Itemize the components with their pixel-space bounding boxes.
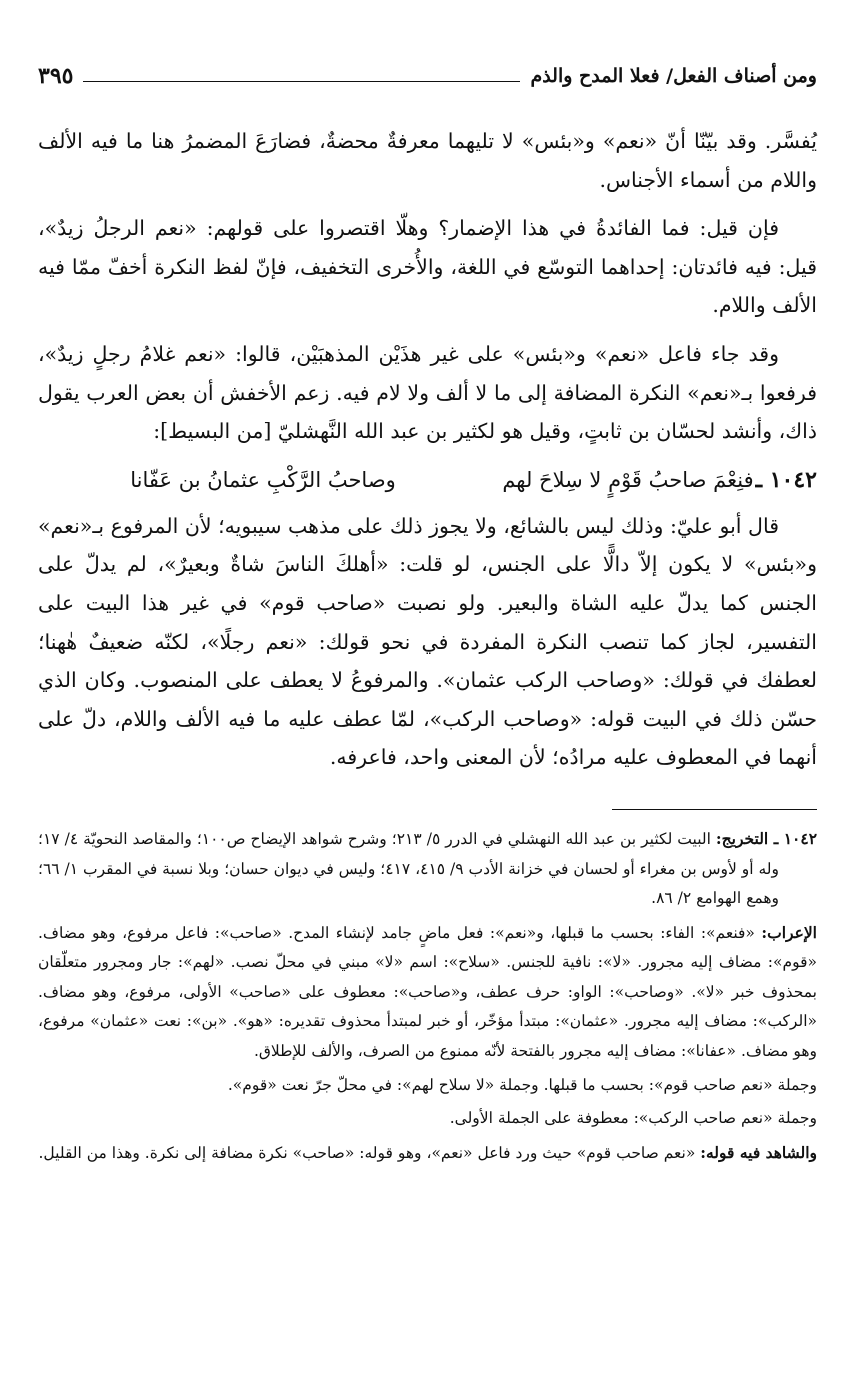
running-header (38, 52, 817, 88)
irab-label: الإعراب: (761, 922, 817, 942)
footnotes (38, 824, 817, 1169)
header-rule (83, 81, 520, 82)
footnote-irab (38, 918, 817, 1067)
paragraph-3: وقد جاء فاعل «نعم» و«بئس» على غير هذَيْن المذهبَيْن، قالوا: «نعم غلامُ رجلٍ زيدٌ»، فرفعوا بـ«نعم» النكرة المضافة إلى ما لا ألف ولا لام فيه. زعم الأخفش أن بعض العرب يقول ذاك، وأنشد لحسّان بن ثابتٍ، وقيل هو لكثير بن عبد الله النَّهشليّ [من البسيط]: (38, 341, 817, 444)
footnote-jumal-2: وجملة «نعم صاحب الركب»: معطوفة على الجملة الأولى. (449, 1109, 817, 1128)
shahid-text: «نعم صاحب قوم» حيث ورد فاعل «نعم»، وهو قوله: «صاحب» نكرة مضافة إلى نكرة. وهذا من القليل. (38, 1143, 696, 1162)
paragraph-1: يُفسَّر. وقد بيّنّا أنّ «نعم» و«بئس» لا تليهما معرفةٌ محضةٌ، فضارَعَ المضمرُ هنا ما فيه الألف واللام من أسماء الأجناس. (38, 129, 817, 192)
verse-first-hemistich: فنِعْمَ صاحبُ قَوْمٍ لا سِلاحَ لهم (502, 467, 754, 492)
verse-second-hemistich: وصاحبُ الرَّكْبِ عثمانُ بن عَفّانا (130, 467, 396, 492)
main-text (38, 122, 817, 777)
shahid-label: والشاهد فيه قوله: (700, 1142, 817, 1162)
paragraph-4: قال أبو عليّ: وذلك ليس بالشائع، ولا يجوز ذلك على مذهب سيبويه؛ لأن المرفوع بـ«نعم» و«بئس» لا يكون إلاّ دالًّا على الجنس، لو قلت: «أهلكَ الناسَ شاةٌ وبعيرٌ»، لم يدلّ على الجنس كما يدلّ عليه الشاة والبعير. ولو نصبت «صاحب قوم» في غير هذا البيت على التفسير، لجاز كما تنصب النكرة المفردة في نحو قولك: «نعم رجلًا»، لكنّه ضعيفٌ هٰهنا؛ لعطفك في قولك: «وصاحب الركب عثمان». والمرفوعُ لا يعطف على المنصوب. وكان الذي حسّن ذلك في البيت قوله: «وصاحب الركب»، لمّا عطف عليه ما فيه الألف واللام، دلّ على أنهما في المعطوف عليه مرادُه؛ لأن المعنى واحد، فاعرفه. (38, 513, 817, 770)
takhrij-label: ١٠٤٢ ـ التخريج: (715, 828, 818, 848)
book-page (38, 52, 817, 1172)
verse-number: ١٠٤٢ ـ (755, 466, 817, 493)
poetry-verse (38, 461, 817, 499)
footnote-separator (612, 809, 817, 810)
page-number: ٣٩٥ (38, 63, 74, 89)
footnote-jumal-1: وجملة «نعم صاحب قوم»: بحسب ما قبلها. وجملة «لا سلاح لهم»: في محلّ جرّ نعت «قوم». (227, 1075, 817, 1094)
irab-text: «فنعم»: الفاء: بحسب ما قبلها، و«نعم»: فعل ماضٍ جامد لإنشاء المدح. «صاحب»: فاعل مرفوع، وهو مضاف. «قوم»: مضاف إليه مجرور. «لا»: نافية للجنس. «سلاح»: اسم «لا» مبني في محلّ نصب. «لهم»: جار ومجرور متعلّقان بمحذوف خبر «لا». «وصاحب»: الواو: حرف عطف، و«صاحب»: معطوف على «صاحب» الأولى، مرفوع، وهو مضاف. «الركب»: مضاف إليه مجرور. «عثمان»: مبتدأ مؤخّر، أو خبر لمبتدأ محذوف تقديره: «هو». «بن»: نعت «عثمان» مرفوع، وهو مضاف. «عفانا»: مضاف إليه مجرور بالفتحة لأنّه ممنوع من الصرف، والألف للإطلاق. (38, 923, 817, 1061)
footnote-takhrij (38, 824, 817, 914)
footnote-shahid (38, 1138, 817, 1169)
paragraph-2: فإن قيل: فما الفائدةُ في هذا الإضمار؟ وهلّا اقتصروا على قولهم: «نعم الرجلُ زيدٌ»، قيل: فيه فائدتان: إحداهما التوسّع في اللغة، والأُخرى التخفيف، فإنّ لفظ النكرة أخفّ ممّا فيه الألف واللام. (38, 216, 817, 318)
takhrij-text: البيت لكثير بن عبد الله النهشلي في الدرر ٥/ ٢١٣؛ وشرح شواهد الإيضاح ص١٠٠؛ والمقاصد النحويّة ٤/ ١٧؛ وله أو لأوس بن مغراء أو لحسان في خزانة الأدب ٩/ ٤١٥، ٤١٧؛ وليس في ديوان حسان؛ وبلا نسبة في المقرب ١/ ٦٦؛ وهمع الهوامع ٢/ ٨٦. (38, 829, 779, 908)
chapter-title: ومن أصناف الفعل/ فعلا المدح والذم (530, 65, 817, 87)
